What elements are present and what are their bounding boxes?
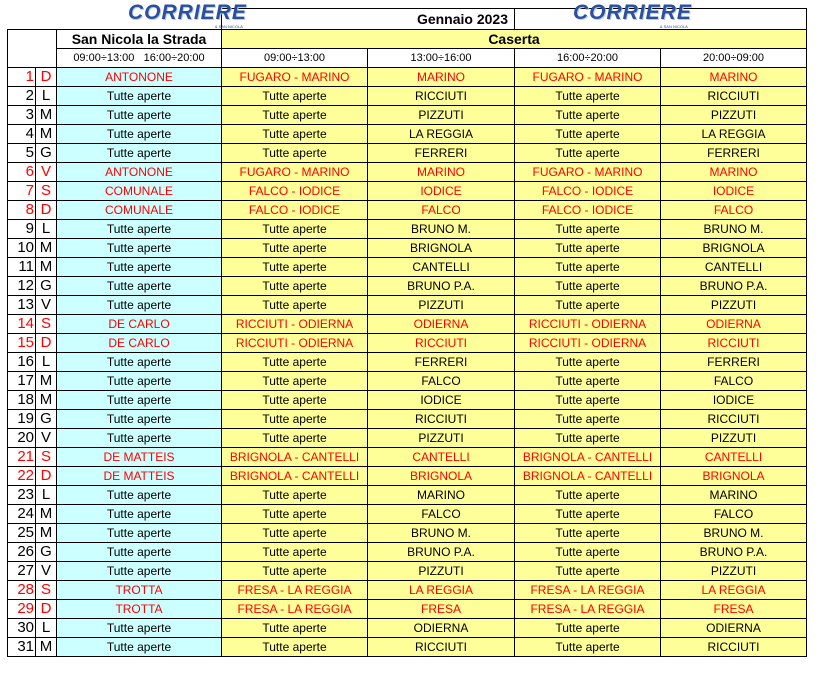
caserta-shift-3: FRESA - LA REGGIA bbox=[515, 581, 661, 600]
weekday-letter: L bbox=[36, 87, 57, 106]
caserta-shift-2: BRUNO P.A. bbox=[368, 277, 515, 296]
time-caserta-2: 13:00÷16:00 bbox=[368, 49, 515, 68]
caserta-shift-4: FALCO bbox=[661, 372, 807, 391]
caserta-shift-2: ODIERNA bbox=[368, 315, 515, 334]
san-nicola-pharmacy: Tutte aperte bbox=[57, 106, 222, 125]
day-row bbox=[8, 144, 807, 163]
san-nicola-pharmacy: ANTONONE bbox=[57, 163, 222, 182]
caserta-shift-2: FRESA bbox=[368, 600, 515, 619]
caserta-shift-4: BRUNO P.A. bbox=[661, 277, 807, 296]
weekday-letter: L bbox=[36, 220, 57, 239]
caserta-shift-1: Tutte aperte bbox=[222, 144, 368, 163]
caserta-shift-3: FALCO - IODICE bbox=[515, 182, 661, 201]
caserta-shift-1: RICCIUTI - ODIERNA bbox=[222, 315, 368, 334]
day-row bbox=[8, 239, 807, 258]
weekday-letter: G bbox=[36, 543, 57, 562]
caserta-shift-3: Tutte aperte bbox=[515, 638, 661, 657]
caserta-shift-3: Tutte aperte bbox=[515, 391, 661, 410]
weekday-letter: L bbox=[36, 619, 57, 638]
san-nicola-pharmacy: DE CARLO bbox=[57, 315, 222, 334]
caserta-shift-4: FRESA bbox=[661, 600, 807, 619]
caserta-shift-2: PIZZUTI bbox=[368, 296, 515, 315]
day-number: 26 bbox=[8, 543, 36, 562]
caserta-shift-3: Tutte aperte bbox=[515, 87, 661, 106]
caserta-shift-4: RICCIUTI bbox=[661, 638, 807, 657]
caserta-shift-2: PIZZUTI bbox=[368, 562, 515, 581]
day-number: 6 bbox=[8, 163, 36, 182]
caserta-shift-4: FERRERI bbox=[661, 144, 807, 163]
caserta-shift-4: BRUNO P.A. bbox=[661, 543, 807, 562]
day-number: 21 bbox=[8, 448, 36, 467]
caserta-shift-4: RICCIUTI bbox=[661, 410, 807, 429]
caserta-shift-2: FERRERI bbox=[368, 353, 515, 372]
weekday-letter: S bbox=[36, 448, 57, 467]
weekday-letter: D bbox=[36, 467, 57, 486]
caserta-shift-3: BRIGNOLA - CANTELLI bbox=[515, 448, 661, 467]
weekday-letter: M bbox=[36, 239, 57, 258]
weekday-letter: M bbox=[36, 125, 57, 144]
logo-wordmark: CORRIERE bbox=[573, 1, 692, 24]
time-caserta-4: 20:00÷09:00 bbox=[661, 49, 807, 68]
day-number: 27 bbox=[8, 562, 36, 581]
caserta-shift-3: Tutte aperte bbox=[515, 410, 661, 429]
caserta-shift-1: Tutte aperte bbox=[222, 638, 368, 657]
san-nicola-pharmacy: Tutte aperte bbox=[57, 638, 222, 657]
weekday-letter: G bbox=[36, 410, 57, 429]
weekday-letter: V bbox=[36, 562, 57, 581]
weekday-letter: S bbox=[36, 581, 57, 600]
caserta-shift-2: FALCO bbox=[368, 372, 515, 391]
day-number: 4 bbox=[8, 125, 36, 144]
caserta-shift-3: FRESA - LA REGGIA bbox=[515, 600, 661, 619]
caserta-shift-1: Tutte aperte bbox=[222, 543, 368, 562]
group-caserta: Caserta bbox=[222, 30, 807, 49]
caserta-shift-3: FUGARO - MARINO bbox=[515, 68, 661, 87]
caserta-shift-4: FERRERI bbox=[661, 353, 807, 372]
corriere-logo-right bbox=[573, 2, 692, 29]
caserta-shift-3: Tutte aperte bbox=[515, 277, 661, 296]
caserta-shift-1: BRIGNOLA - CANTELLI bbox=[222, 448, 368, 467]
day-row bbox=[8, 258, 807, 277]
weekday-letter: G bbox=[36, 144, 57, 163]
caserta-shift-2: MARINO bbox=[368, 163, 515, 182]
day-row bbox=[8, 353, 807, 372]
day-number: 25 bbox=[8, 524, 36, 543]
caserta-shift-4: LA REGGIA bbox=[661, 125, 807, 144]
san-nicola-pharmacy: TROTTA bbox=[57, 581, 222, 600]
caserta-shift-2: IODICE bbox=[368, 391, 515, 410]
caserta-shift-3: Tutte aperte bbox=[515, 505, 661, 524]
caserta-shift-1: Tutte aperte bbox=[222, 353, 368, 372]
caserta-shift-3: RICCIUTI - ODIERNA bbox=[515, 315, 661, 334]
caserta-shift-1: Tutte aperte bbox=[222, 410, 368, 429]
weekday-letter: M bbox=[36, 106, 57, 125]
san-nicola-pharmacy: COMUNALE bbox=[57, 201, 222, 220]
caserta-shift-4: MARINO bbox=[661, 68, 807, 87]
caserta-shift-2: BRIGNOLA bbox=[368, 467, 515, 486]
san-nicola-pharmacy: DE CARLO bbox=[57, 334, 222, 353]
time-header-row bbox=[8, 49, 807, 68]
caserta-shift-4: PIZZUTI bbox=[661, 296, 807, 315]
day-row bbox=[8, 334, 807, 353]
day-row bbox=[8, 467, 807, 486]
day-row bbox=[8, 296, 807, 315]
caserta-shift-4: FALCO bbox=[661, 201, 807, 220]
day-row bbox=[8, 486, 807, 505]
day-number: 18 bbox=[8, 391, 36, 410]
day-row bbox=[8, 562, 807, 581]
caserta-shift-4: PIZZUTI bbox=[661, 106, 807, 125]
group-header-row bbox=[8, 30, 807, 49]
day-number: 19 bbox=[8, 410, 36, 429]
caserta-shift-4: RICCIUTI bbox=[661, 334, 807, 353]
caserta-shift-3: Tutte aperte bbox=[515, 239, 661, 258]
san-nicola-pharmacy: COMUNALE bbox=[57, 182, 222, 201]
caserta-shift-2: BRIGNOLA bbox=[368, 239, 515, 258]
caserta-shift-2: IODICE bbox=[368, 182, 515, 201]
caserta-shift-1: FUGARO - MARINO bbox=[222, 68, 368, 87]
caserta-shift-2: RICCIUTI bbox=[368, 410, 515, 429]
caserta-shift-1: FUGARO - MARINO bbox=[222, 163, 368, 182]
weekday-letter: V bbox=[36, 429, 57, 448]
day-row bbox=[8, 581, 807, 600]
caserta-shift-1: FALCO - IODICE bbox=[222, 182, 368, 201]
san-nicola-pharmacy: Tutte aperte bbox=[57, 353, 222, 372]
day-number: 9 bbox=[8, 220, 36, 239]
san-nicola-pharmacy: Tutte aperte bbox=[57, 562, 222, 581]
weekday-letter: S bbox=[36, 182, 57, 201]
caserta-shift-3: RICCIUTI - ODIERNA bbox=[515, 334, 661, 353]
day-number: 22 bbox=[8, 467, 36, 486]
caserta-shift-2: BRUNO M. bbox=[368, 524, 515, 543]
logo-subtext: & SAN NICOLA bbox=[214, 24, 243, 29]
caserta-shift-3: Tutte aperte bbox=[515, 353, 661, 372]
day-number: 15 bbox=[8, 334, 36, 353]
day-row bbox=[8, 68, 807, 87]
weekday-letter: V bbox=[36, 163, 57, 182]
san-nicola-pharmacy: Tutte aperte bbox=[57, 524, 222, 543]
caserta-shift-1: FRESA - LA REGGIA bbox=[222, 600, 368, 619]
weekday-letter: L bbox=[36, 353, 57, 372]
caserta-shift-2: FERRERI bbox=[368, 144, 515, 163]
day-row bbox=[8, 125, 807, 144]
caserta-shift-1: RICCIUTI - ODIERNA bbox=[222, 334, 368, 353]
weekday-letter: M bbox=[36, 638, 57, 657]
caserta-shift-1: Tutte aperte bbox=[222, 277, 368, 296]
caserta-shift-2: RICCIUTI bbox=[368, 334, 515, 353]
san-nicola-pharmacy: Tutte aperte bbox=[57, 619, 222, 638]
day-number: 24 bbox=[8, 505, 36, 524]
san-nicola-pharmacy: Tutte aperte bbox=[57, 410, 222, 429]
caserta-shift-3: Tutte aperte bbox=[515, 106, 661, 125]
caserta-shift-4: PIZZUTI bbox=[661, 429, 807, 448]
san-nicola-pharmacy: Tutte aperte bbox=[57, 87, 222, 106]
caserta-shift-1: Tutte aperte bbox=[222, 429, 368, 448]
caserta-shift-1: Tutte aperte bbox=[222, 296, 368, 315]
weekday-letter: S bbox=[36, 315, 57, 334]
day-number: 29 bbox=[8, 600, 36, 619]
caserta-shift-3: Tutte aperte bbox=[515, 125, 661, 144]
san-nicola-pharmacy: Tutte aperte bbox=[57, 391, 222, 410]
caserta-shift-1: Tutte aperte bbox=[222, 505, 368, 524]
caserta-shift-1: FRESA - LA REGGIA bbox=[222, 581, 368, 600]
caserta-shift-2: LA REGGIA bbox=[368, 125, 515, 144]
group-san-nicola: San Nicola la Strada bbox=[57, 30, 222, 49]
pharmacy-schedule-table bbox=[7, 8, 807, 657]
caserta-shift-2: LA REGGIA bbox=[368, 581, 515, 600]
caserta-shift-3: FALCO - IODICE bbox=[515, 201, 661, 220]
san-nicola-pharmacy: Tutte aperte bbox=[57, 144, 222, 163]
day-row bbox=[8, 220, 807, 239]
day-row bbox=[8, 277, 807, 296]
san-nicola-pharmacy: Tutte aperte bbox=[57, 372, 222, 391]
weekday-letter: M bbox=[36, 524, 57, 543]
caserta-shift-2: RICCIUTI bbox=[368, 87, 515, 106]
caserta-shift-3: FUGARO - MARINO bbox=[515, 163, 661, 182]
day-number: 20 bbox=[8, 429, 36, 448]
caserta-shift-4: IODICE bbox=[661, 182, 807, 201]
caserta-shift-1: Tutte aperte bbox=[222, 239, 368, 258]
logo-subtext: & SAN NICOLA bbox=[659, 24, 688, 29]
day-number: 31 bbox=[8, 638, 36, 657]
weekday-letter: M bbox=[36, 391, 57, 410]
san-nicola-pharmacy: Tutte aperte bbox=[57, 125, 222, 144]
caserta-shift-3: Tutte aperte bbox=[515, 524, 661, 543]
caserta-shift-3: Tutte aperte bbox=[515, 296, 661, 315]
weekday-letter: M bbox=[36, 258, 57, 277]
day-row bbox=[8, 182, 807, 201]
month-title: Gennaio 2023 bbox=[222, 9, 515, 30]
san-nicola-pharmacy: Tutte aperte bbox=[57, 258, 222, 277]
day-number: 2 bbox=[8, 87, 36, 106]
day-number: 23 bbox=[8, 486, 36, 505]
day-number: 10 bbox=[8, 239, 36, 258]
weekday-letter: G bbox=[36, 277, 57, 296]
day-number: 3 bbox=[8, 106, 36, 125]
day-row bbox=[8, 201, 807, 220]
weekday-letter: D bbox=[36, 600, 57, 619]
time-caserta-3: 16:00÷20:00 bbox=[515, 49, 661, 68]
caserta-shift-1: Tutte aperte bbox=[222, 372, 368, 391]
caserta-shift-4: LA REGGIA bbox=[661, 581, 807, 600]
caserta-shift-2: CANTELLI bbox=[368, 448, 515, 467]
caserta-shift-2: MARINO bbox=[368, 68, 515, 87]
san-nicola-pharmacy: Tutte aperte bbox=[57, 239, 222, 258]
caserta-shift-4: BRIGNOLA bbox=[661, 239, 807, 258]
day-number: 30 bbox=[8, 619, 36, 638]
day-row bbox=[8, 429, 807, 448]
caserta-shift-1: Tutte aperte bbox=[222, 258, 368, 277]
caserta-shift-4: ODIERNA bbox=[661, 619, 807, 638]
caserta-shift-4: RICCIUTI bbox=[661, 87, 807, 106]
caserta-shift-1: Tutte aperte bbox=[222, 524, 368, 543]
san-nicola-pharmacy: DE MATTEIS bbox=[57, 448, 222, 467]
caserta-shift-3: Tutte aperte bbox=[515, 258, 661, 277]
weekday-letter: M bbox=[36, 372, 57, 391]
corriere-logo-left bbox=[128, 2, 247, 29]
caserta-shift-1: BRIGNOLA - CANTELLI bbox=[222, 467, 368, 486]
san-nicola-pharmacy: Tutte aperte bbox=[57, 543, 222, 562]
time-san-nicola: 09:00÷13:00 16:00÷20:00 bbox=[57, 49, 222, 68]
caserta-shift-1: Tutte aperte bbox=[222, 619, 368, 638]
day-row bbox=[8, 448, 807, 467]
day-number: 1 bbox=[8, 68, 36, 87]
day-row bbox=[8, 315, 807, 334]
caserta-shift-2: BRUNO M. bbox=[368, 220, 515, 239]
caserta-shift-1: FALCO - IODICE bbox=[222, 201, 368, 220]
san-nicola-pharmacy: Tutte aperte bbox=[57, 296, 222, 315]
day-row bbox=[8, 600, 807, 619]
caserta-shift-4: FALCO bbox=[661, 505, 807, 524]
day-number: 16 bbox=[8, 353, 36, 372]
caserta-shift-3: Tutte aperte bbox=[515, 562, 661, 581]
caserta-shift-2: RICCIUTI bbox=[368, 638, 515, 657]
san-nicola-pharmacy: Tutte aperte bbox=[57, 277, 222, 296]
caserta-shift-2: FALCO bbox=[368, 505, 515, 524]
caserta-shift-4: BRIGNOLA bbox=[661, 467, 807, 486]
caserta-shift-4: BRUNO M. bbox=[661, 220, 807, 239]
day-number: 17 bbox=[8, 372, 36, 391]
caserta-shift-2: PIZZUTI bbox=[368, 106, 515, 125]
caserta-shift-1: Tutte aperte bbox=[222, 391, 368, 410]
day-number: 8 bbox=[8, 201, 36, 220]
caserta-shift-3: Tutte aperte bbox=[515, 220, 661, 239]
caserta-shift-1: Tutte aperte bbox=[222, 220, 368, 239]
weekday-letter: M bbox=[36, 505, 57, 524]
caserta-shift-4: BRUNO M. bbox=[661, 524, 807, 543]
day-row bbox=[8, 391, 807, 410]
day-number: 5 bbox=[8, 144, 36, 163]
day-number: 13 bbox=[8, 296, 36, 315]
caserta-shift-2: CANTELLI bbox=[368, 258, 515, 277]
day-number: 12 bbox=[8, 277, 36, 296]
caserta-shift-3: BRIGNOLA - CANTELLI bbox=[515, 467, 661, 486]
caserta-shift-4: PIZZUTI bbox=[661, 562, 807, 581]
caserta-shift-1: Tutte aperte bbox=[222, 125, 368, 144]
day-number: 28 bbox=[8, 581, 36, 600]
san-nicola-pharmacy: Tutte aperte bbox=[57, 429, 222, 448]
day-number: 11 bbox=[8, 258, 36, 277]
caserta-shift-3: Tutte aperte bbox=[515, 372, 661, 391]
caserta-shift-3: Tutte aperte bbox=[515, 543, 661, 562]
weekday-letter: D bbox=[36, 68, 57, 87]
san-nicola-pharmacy: ANTONONE bbox=[57, 68, 222, 87]
caserta-shift-1: Tutte aperte bbox=[222, 106, 368, 125]
caserta-shift-3: Tutte aperte bbox=[515, 486, 661, 505]
san-nicola-pharmacy: Tutte aperte bbox=[57, 505, 222, 524]
day-row bbox=[8, 106, 807, 125]
weekday-letter: V bbox=[36, 296, 57, 315]
day-row bbox=[8, 372, 807, 391]
san-nicola-pharmacy: DE MATTEIS bbox=[57, 467, 222, 486]
day-row bbox=[8, 505, 807, 524]
day-row bbox=[8, 524, 807, 543]
weekday-letter: L bbox=[36, 486, 57, 505]
caserta-shift-3: Tutte aperte bbox=[515, 619, 661, 638]
caserta-shift-2: BRUNO P.A. bbox=[368, 543, 515, 562]
caserta-shift-1: Tutte aperte bbox=[222, 562, 368, 581]
logo-wordmark: CORRIERE bbox=[128, 1, 247, 24]
day-number: 7 bbox=[8, 182, 36, 201]
weekday-letter: D bbox=[36, 334, 57, 353]
caserta-shift-3: Tutte aperte bbox=[515, 144, 661, 163]
day-row bbox=[8, 543, 807, 562]
weekday-letter: D bbox=[36, 201, 57, 220]
caserta-shift-3: Tutte aperte bbox=[515, 429, 661, 448]
caserta-shift-4: MARINO bbox=[661, 486, 807, 505]
caserta-shift-1: Tutte aperte bbox=[222, 87, 368, 106]
san-nicola-pharmacy: TROTTA bbox=[57, 600, 222, 619]
day-row bbox=[8, 163, 807, 182]
caserta-shift-4: ODIERNA bbox=[661, 315, 807, 334]
san-nicola-pharmacy: Tutte aperte bbox=[57, 220, 222, 239]
caserta-shift-2: PIZZUTI bbox=[368, 429, 515, 448]
caserta-shift-4: CANTELLI bbox=[661, 448, 807, 467]
san-nicola-pharmacy: Tutte aperte bbox=[57, 486, 222, 505]
day-row bbox=[8, 619, 807, 638]
caserta-shift-4: CANTELLI bbox=[661, 258, 807, 277]
caserta-shift-2: ODIERNA bbox=[368, 619, 515, 638]
caserta-shift-1: Tutte aperte bbox=[222, 486, 368, 505]
day-header-blank bbox=[8, 30, 57, 68]
day-row bbox=[8, 638, 807, 657]
caserta-shift-4: MARINO bbox=[661, 163, 807, 182]
day-row bbox=[8, 87, 807, 106]
day-number: 14 bbox=[8, 315, 36, 334]
caserta-shift-2: FALCO bbox=[368, 201, 515, 220]
day-row bbox=[8, 410, 807, 429]
caserta-shift-4: IODICE bbox=[661, 391, 807, 410]
time-caserta-1: 09:00÷13:00 bbox=[222, 49, 368, 68]
caserta-shift-2: MARINO bbox=[368, 486, 515, 505]
